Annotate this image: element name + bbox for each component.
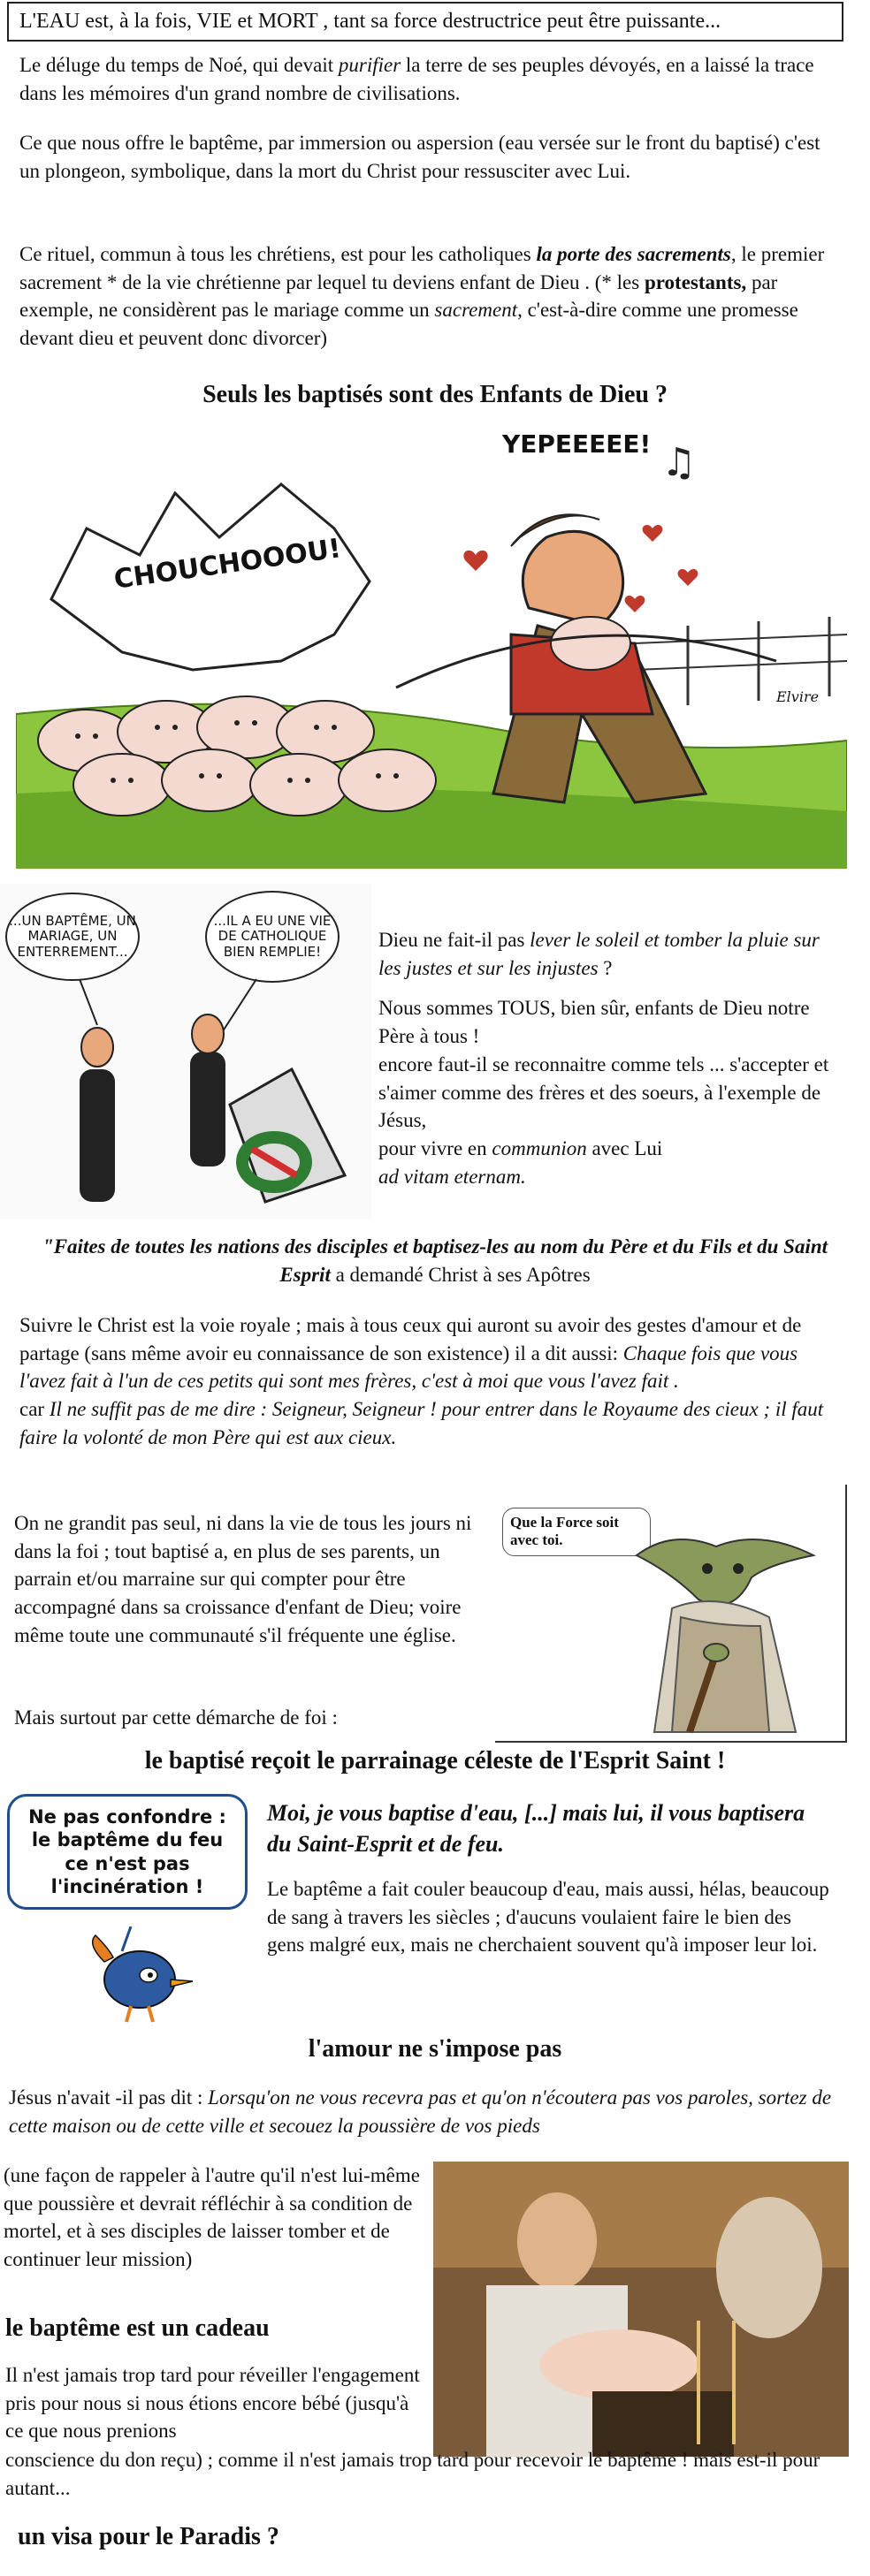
side-line-1: Nous sommes TOUS, bien sûr, enfants de Dieu notre Père à tous !: [378, 997, 810, 1048]
paragraph-sang: Le baptême a fait couler beaucoup d'eau, mais aussi, hélas, beaucoup de sang à travers les siècles ; d'aucuns voulaient faire le bien des gens malgré eux, mais ne cherchaient souvent qu'à imposer leur loi.: [267, 1878, 829, 1957]
side-question: [378, 926, 847, 982]
quote-emphasis: Moi, je vous baptise d'eau, [...] mais lui, il vous baptisera du Saint-Esprit et de feu.: [267, 1800, 805, 1858]
text: , le premier sacrement * de la vie chrétienne par lequel tu deviens enfant de Dieu . (* les: [19, 243, 825, 293]
text: ?: [598, 956, 613, 979]
strong-emphasis: la porte des sacrements: [536, 243, 731, 265]
cartoon-shout-text: YEPEEEEE!: [502, 429, 652, 459]
heading-cadeau: le baptême est un cadeau: [5, 2314, 270, 2342]
bird-bubble: Ne pas confondre : le baptême du feu ce n'est pas l'incinération !: [7, 1794, 248, 1910]
emphasis: Lorsqu'on ne vous recevra pas et qu'on n'écoutera pas vos paroles, sortez de cette maison ou de cette ville et secouez la poussière de vos pieds: [9, 2086, 832, 2137]
text: Suivre le Christ est la voie royale ; mais à tous ceux qui auront su avoir des gestes d'amour et de partage (sans même avoir eu connaissance de son existence) il a dit aussi:: [19, 1314, 802, 1364]
text: avec Lui: [586, 1137, 663, 1160]
paragraph-poussiere: (une façon de rappeler à l'autre qu'il n'est lui-même que poussière et devrait réfléchir à sa condition de mortel, et à ses disciples de laisser tomber et de continuer leur mission): [4, 2164, 420, 2271]
paragraph-deluge: [19, 51, 831, 107]
cartoon-bubble-left: ...UN BAPTÊME, UN MARIAGE, UN ENTERREMENT...: [5, 893, 140, 981]
emphasis: Il ne suffit pas de me dire : Seigneur, Seigneur ! pour entrer dans le Royaume des cieux ; il faut faire la volonté de mon Père qui est aux cieux.: [19, 1398, 824, 1448]
bird-cartoon: [7, 1794, 246, 2024]
text: Le déluge du temps de Noé, qui devait: [19, 54, 339, 76]
yoda-bubble: Que la Force soit avec toi.: [502, 1508, 651, 1556]
cartoon-funeral: [0, 884, 371, 1220]
paragraph-rituel: [19, 240, 831, 353]
text: Dieu ne fait-il pas: [378, 929, 530, 951]
heading-amour: l'amour ne s'impose pas: [308, 2035, 562, 2063]
paragraph-jesus-dit: [9, 2084, 849, 2139]
text: a demandé Christ à ses Apôtres: [330, 1263, 591, 1286]
heading-visa: un visa pour le Paradis ?: [18, 2523, 279, 2550]
emphasis: ad vitam eternam.: [378, 1165, 526, 1188]
text: , c'est-à-dire comme une promesse devant dieu et peuvent donc divorcer): [19, 299, 798, 350]
bird-quote: [267, 1797, 833, 1859]
quote-apotres: [35, 1233, 835, 1288]
side-line-3: [378, 1135, 847, 1163]
paragraph-voie-royale: [19, 1311, 836, 1452]
emphasis: purifier: [338, 54, 401, 76]
quote-emphasis: "Faites de toutes les nations des disciples et baptisez-les au nom du Père et du Fils et du Saint Esprit: [42, 1235, 828, 1286]
heading-enfants-de-dieu: Seuls les baptisés sont des Enfants de Dieu ?: [202, 381, 668, 408]
text: par exemple, ne considèrent pas le mariage comme un: [19, 270, 778, 322]
yoda-illustration: [495, 1485, 847, 1743]
heading-esprit-saint: le baptisé reçoit le parrainage céleste de l'Esprit Saint !: [144, 1747, 726, 1774]
side-line-4: [378, 1163, 847, 1191]
text: car: [19, 1398, 50, 1421]
emphasis: lever le soleil et tomber la pluie sur les justes et sur les injustes: [378, 929, 820, 979]
paragraph-parrain: On ne grandit pas seul, ni dans la vie de tous les jours ni dans la foi ; tout baptisé a, en plus de ses parents, un parrain et/ou marraine sur qui compter pour être accompagné dans sa croissance d'enfant de Dieu; voire même toute une communauté s'il fréquente une église.: [14, 1512, 472, 1646]
baptism-photo: [433, 2162, 849, 2457]
svg-text:♫: ♫: [661, 440, 697, 485]
bird-icon: [78, 1926, 202, 2024]
side-text: [378, 926, 847, 1191]
paragraph-jamais-trop-tard-1: Il n'est jamais trop tard pour réveiller l'engagement pris pour nous si nous étions encore bébé (jusqu'à ce que nous prenions: [5, 2364, 420, 2443]
emphasis: communion: [492, 1137, 587, 1160]
cartoon-speech-text: CHOUCHOOOU!: [111, 533, 343, 596]
yoda-drawing: [619, 1493, 840, 1737]
side-line-2: encore faut-il se reconnaitre comme tels ... s'accepter et s'aimer comme des frères et des soeurs, à l'exemple de Jésus,: [378, 1052, 829, 1132]
paragraph-jamais-trop-tard-2: conscience du don reçu) ; comme il n'est jamais trop tard pour recevoir le baptême ! mais est-il pour autant...: [5, 2449, 820, 2499]
text: Jésus n'avait -il pas dit :: [9, 2086, 209, 2109]
emphasis: sacrement: [434, 299, 518, 322]
text: Ce rituel, commun à tous les chrétiens, est pour les catholiques: [19, 243, 537, 265]
text: la terre de ses peuples dévoyés, en a laissé la trace dans les mémoires d'un grand nombre de civilisations.: [19, 54, 814, 104]
funeral-drawing: [0, 972, 371, 1220]
strong: protestants,: [644, 270, 747, 293]
cartoon-signature: Elvire: [776, 688, 820, 705]
emphasis: Chaque fois que vous l'avez fait à l'un de ces petits qui sont mes frères, c'est à moi que vous l'avez fait .: [19, 1341, 798, 1393]
cartoon-shepherd: [16, 422, 847, 869]
paragraph-bapteme: Ce que nous offre le baptême, par immersion ou aspersion (eau versée sur le front du baptisé) c'est un plongeon, symbolique, dans la mort du Christ pour ressusciter avec Lui.: [19, 132, 820, 182]
top-title: L'EAU est, à la fois, VIE et MORT , tant sa force destructrice peut être puissante...: [7, 2, 843, 42]
text: pour vivre en: [378, 1137, 492, 1160]
cartoon-shepherd-drawing: [16, 422, 847, 869]
baptism-photo-drawing: [433, 2162, 849, 2457]
cartoon-bubble-right: ...IL A EU UNE VIE DE CATHOLIQUE BIEN REMPLIE!: [205, 891, 340, 983]
paragraph-demarche: Mais surtout par cette démarche de foi :: [14, 1706, 338, 1729]
